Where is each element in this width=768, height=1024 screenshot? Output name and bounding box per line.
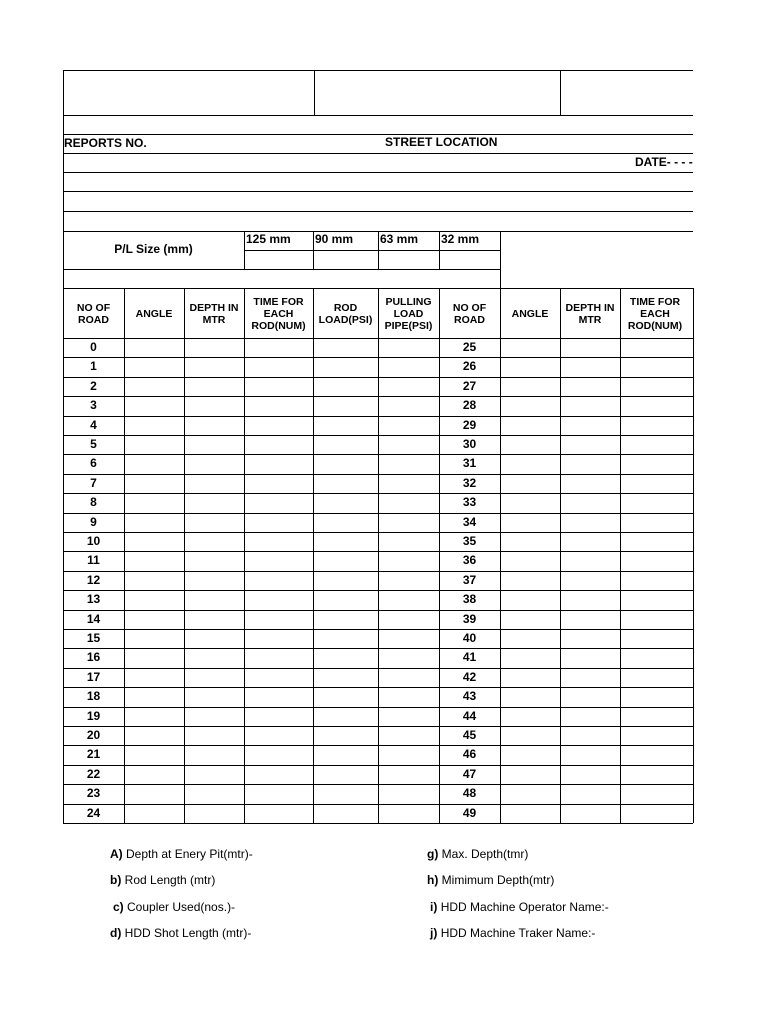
column-divider [378,288,379,823]
divider [560,70,561,115]
divider [244,231,245,269]
border-top [63,70,693,71]
road-number: 23 [86,786,101,800]
rule [63,115,693,116]
road-number: 3 [90,398,97,412]
road-number: 44 [462,709,477,723]
road-number: 40 [462,631,477,645]
street-location-label: STREET LOCATION [385,135,498,149]
road-number: 43 [462,689,477,703]
road-number: 39 [462,612,477,626]
road-number: 21 [86,747,101,761]
note-key: d) [110,926,122,940]
road-number: 10 [86,534,101,548]
road-number: 32 [462,476,477,490]
rule [63,153,693,154]
road-number: 0 [90,340,97,354]
road-number: 37 [462,573,477,587]
divider [314,70,315,115]
road-number: 9 [90,515,97,529]
column-divider [124,288,125,823]
pl-size-90: 90 mm [315,232,354,246]
col-header-time: TIME FOR EACH ROD(NUM) [251,295,306,332]
note-a [110,847,253,861]
road-number: 14 [86,612,101,626]
note-key: j) [430,926,438,940]
rule [63,172,693,173]
note-text: HDD Machine Operator Name:- [440,900,609,914]
border-left [63,70,64,288]
note-text: Coupler Used(nos.)- [127,900,236,914]
rule [63,211,693,212]
road-number: 29 [462,418,477,432]
road-number: 26 [462,359,477,373]
note-text: Max. Depth(tmr) [441,847,529,861]
divider [500,231,501,288]
road-number: 18 [86,689,101,703]
road-number: 22 [86,767,101,781]
note-c [113,900,235,914]
note-text: Depth at Enery Pit(mtr)- [126,847,253,861]
col-header-no-of-road: NO OF ROAD [76,301,111,326]
road-number: 20 [86,728,101,742]
road-number: 12 [86,573,101,587]
note-key: A) [110,847,123,861]
column-divider [560,288,561,823]
divider [378,231,379,269]
rule [244,250,500,251]
col-header-time-2: TIME FOR EACH ROD(NUM) [627,295,683,332]
road-number: 36 [462,553,477,567]
pl-size-label: P/L Size (mm) [114,242,193,256]
road-number: 30 [462,437,477,451]
note-key: h) [427,873,439,887]
road-number: 16 [86,650,101,664]
road-number: 28 [462,398,477,412]
road-number: 34 [462,515,477,529]
note-b [110,873,215,887]
road-number: 35 [462,534,477,548]
road-number: 6 [90,456,97,470]
note-key: b) [110,873,122,887]
note-text: HDD Machine Traker Name:- [440,926,596,940]
rule [63,191,693,192]
road-number: 17 [86,670,101,684]
note-i [430,900,609,914]
road-number: 45 [462,728,477,742]
road-number: 19 [86,709,101,723]
col-header-rod-load: ROD LOAD(PSI) [318,301,373,326]
col-header-pulling-load: PULLING LOAD PIPE(PSI) [384,295,433,332]
pl-size-125: 125 mm [246,232,291,246]
road-number: 8 [90,495,97,509]
road-number: 1 [90,359,97,373]
rule [63,269,500,270]
road-number: 49 [462,806,477,820]
rule [63,134,693,135]
road-number: 2 [90,379,97,393]
note-text: HDD Shot Length (mtr)- [124,926,252,940]
date-label: DATE- - - - [635,155,693,169]
road-number: 25 [462,340,477,354]
note-key: c) [113,900,124,914]
road-number: 7 [90,476,97,490]
road-number: 38 [462,592,477,606]
road-number: 42 [462,670,477,684]
road-number: 11 [87,553,100,567]
col-header-angle: ANGLE [135,307,173,320]
road-number: 41 [462,650,477,664]
column-divider [244,288,245,823]
road-number: 5 [90,437,97,451]
note-d [110,926,251,940]
road-number: 31 [462,456,477,470]
road-number: 24 [86,806,101,820]
road-number: 15 [86,631,101,645]
road-number: 4 [90,418,97,432]
note-h [427,873,554,887]
rule [63,823,693,824]
column-divider [313,288,314,823]
road-number: 33 [462,495,477,509]
road-number: 48 [462,786,477,800]
col-header-depth-2: DEPTH IN MTR [565,301,615,326]
col-header-depth: DEPTH IN MTR [189,301,239,326]
road-number: 27 [462,379,477,393]
reports-no-label: REPORTS NO. [64,136,147,150]
road-number: 13 [86,592,101,606]
note-key: g) [427,847,439,861]
note-text: Mimimum Depth(mtr) [441,873,555,887]
note-j [430,926,595,940]
column-divider [620,288,621,823]
note-text: Rod Length (mtr) [124,873,216,887]
column-divider [500,288,501,823]
col-header-no-of-road-2: NO OF ROAD [452,301,487,326]
pl-size-63: 63 mm [380,232,419,246]
divider [439,231,440,269]
col-header-angle-2: ANGLE [511,307,549,320]
pl-size-32: 32 mm [441,232,480,246]
note-g [427,847,528,861]
note-key: i) [430,900,438,914]
column-divider [184,288,185,823]
road-number: 46 [462,747,477,761]
divider [313,231,314,269]
road-number: 47 [462,767,477,781]
column-divider [693,288,694,823]
